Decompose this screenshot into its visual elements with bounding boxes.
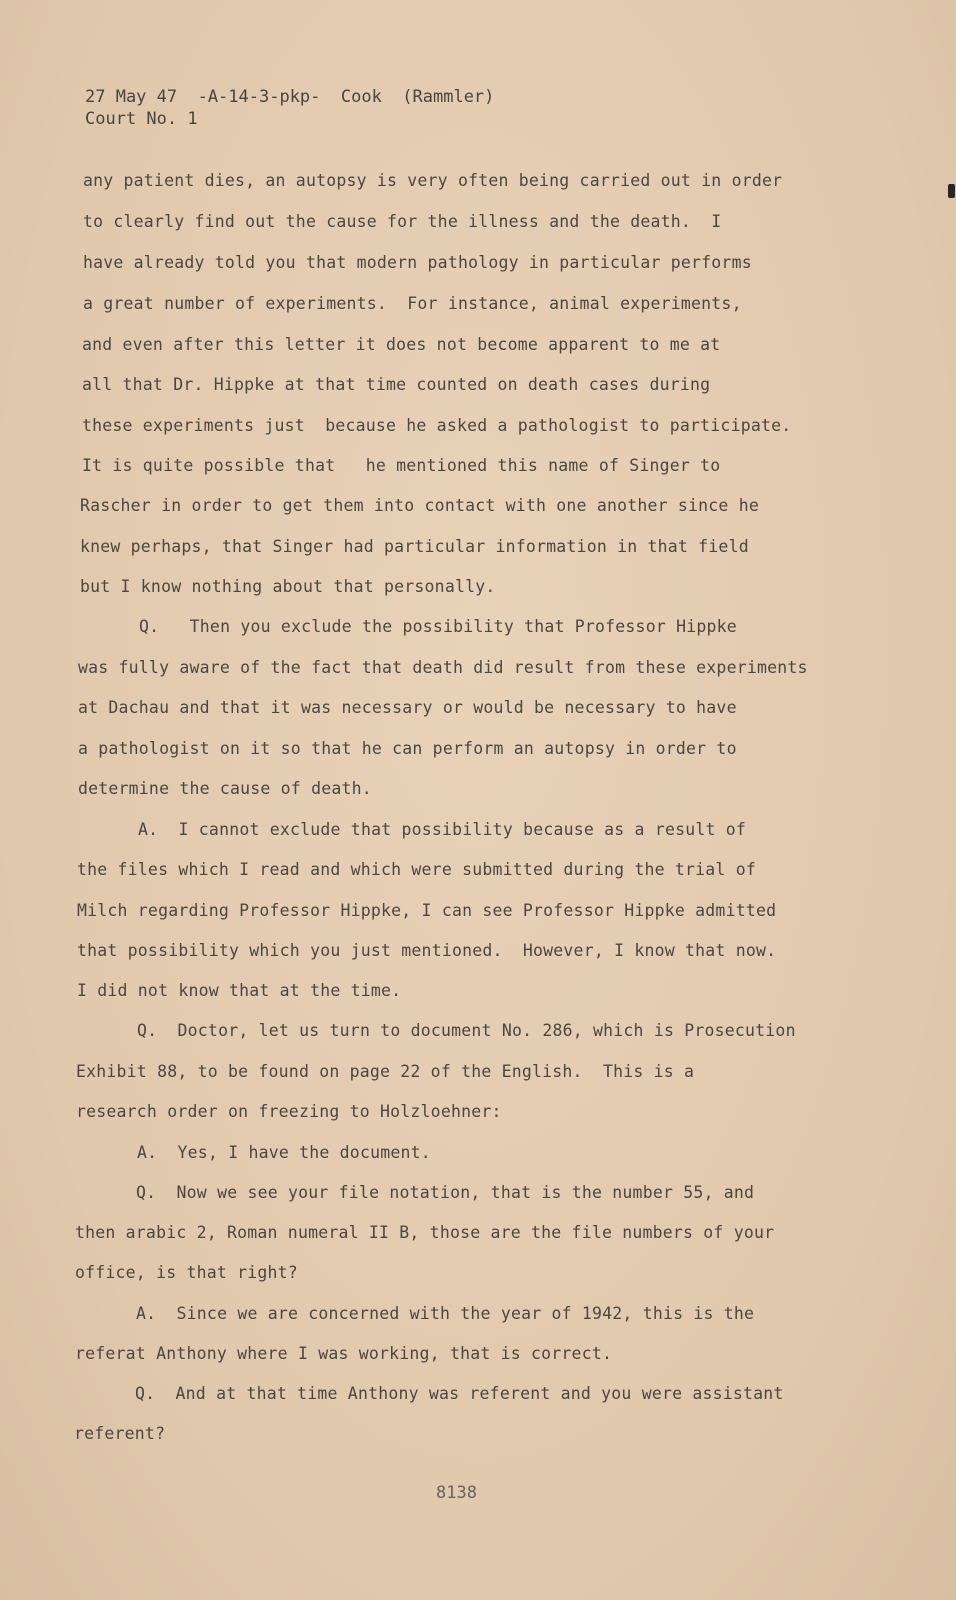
body-line: the files which I read and which were submitted during the trial of <box>77 860 756 879</box>
header-line-1: 27 May 47 -A-14-3-pkp- Cook (Rammler) <box>85 87 495 107</box>
body-line: and even after this letter it does not become apparent to me at <box>82 335 721 354</box>
body-line: knew perhaps, that Singer had particular information in that field <box>80 537 749 556</box>
body-line: referat Anthony where I was working, that is correct. <box>75 1344 613 1363</box>
body-line: but I know nothing about that personally. <box>80 577 496 596</box>
body-line: I did not know that at the time. <box>77 981 402 1000</box>
body-line: was fully aware of the fact that death did result from these experiments <box>78 658 808 677</box>
body-line: a pathologist on it so that he can perform an autopsy in order to <box>78 739 737 758</box>
body-line: referent? <box>74 1424 166 1443</box>
body-line: It is quite possible that he mentioned this name of Singer to <box>82 456 721 475</box>
body-line: determine the cause of death. <box>78 779 372 798</box>
body-line: research order on freezing to Holzloehner: <box>76 1102 502 1121</box>
body-line: A. Since we are concerned with the year of 1942, this is the <box>136 1304 755 1323</box>
body-line: have already told you that modern pathology in particular performs <box>83 253 752 272</box>
body-line: Q. Doctor, let us turn to document No. 286, which is Prosecution <box>137 1021 796 1040</box>
page-number: 8138 <box>436 1483 477 1503</box>
body-line: any patient dies, an autopsy is very often being carried out in order <box>83 171 783 190</box>
body-line: Rascher in order to get them into contact with one another since he <box>80 496 759 515</box>
body-line: all that Dr. Hippke at that time counted on death cases during <box>82 375 711 394</box>
body-line: Q. Now we see your file notation, that is the number 55, and <box>136 1183 755 1202</box>
body-line: A. Yes, I have the document. <box>137 1143 431 1162</box>
body-line: Q. Then you exclude the possibility that Professor Hippke <box>139 617 737 636</box>
body-line: then arabic 2, Roman numeral II B, those are the file numbers of your <box>75 1223 775 1242</box>
body-line: at Dachau and that it was necessary or would be necessary to have <box>78 698 737 717</box>
body-line: Exhibit 88, to be found on page 22 of the English. This is a <box>76 1062 695 1081</box>
document-header <box>85 86 494 130</box>
body-line: Q. And at that time Anthony was referent and you were assistant <box>135 1384 784 1403</box>
body-line: A. I cannot exclude that possibility because as a result of <box>138 820 747 839</box>
body-line: these experiments just because he asked a pathologist to participate. <box>82 416 792 435</box>
binding-mark <box>948 184 955 198</box>
body-line: Milch regarding Professor Hippke, I can see Professor Hippke admitted <box>77 901 777 920</box>
body-line: to clearly find out the cause for the illness and the death. I <box>83 212 722 231</box>
body-line: a great number of experiments. For instance, animal experiments, <box>83 294 742 313</box>
body-line: office, is that right? <box>75 1263 298 1282</box>
body-line: that possibility which you just mentioned. However, I know that now. <box>77 941 777 960</box>
header-line-2: Court No. 1 <box>85 109 198 129</box>
